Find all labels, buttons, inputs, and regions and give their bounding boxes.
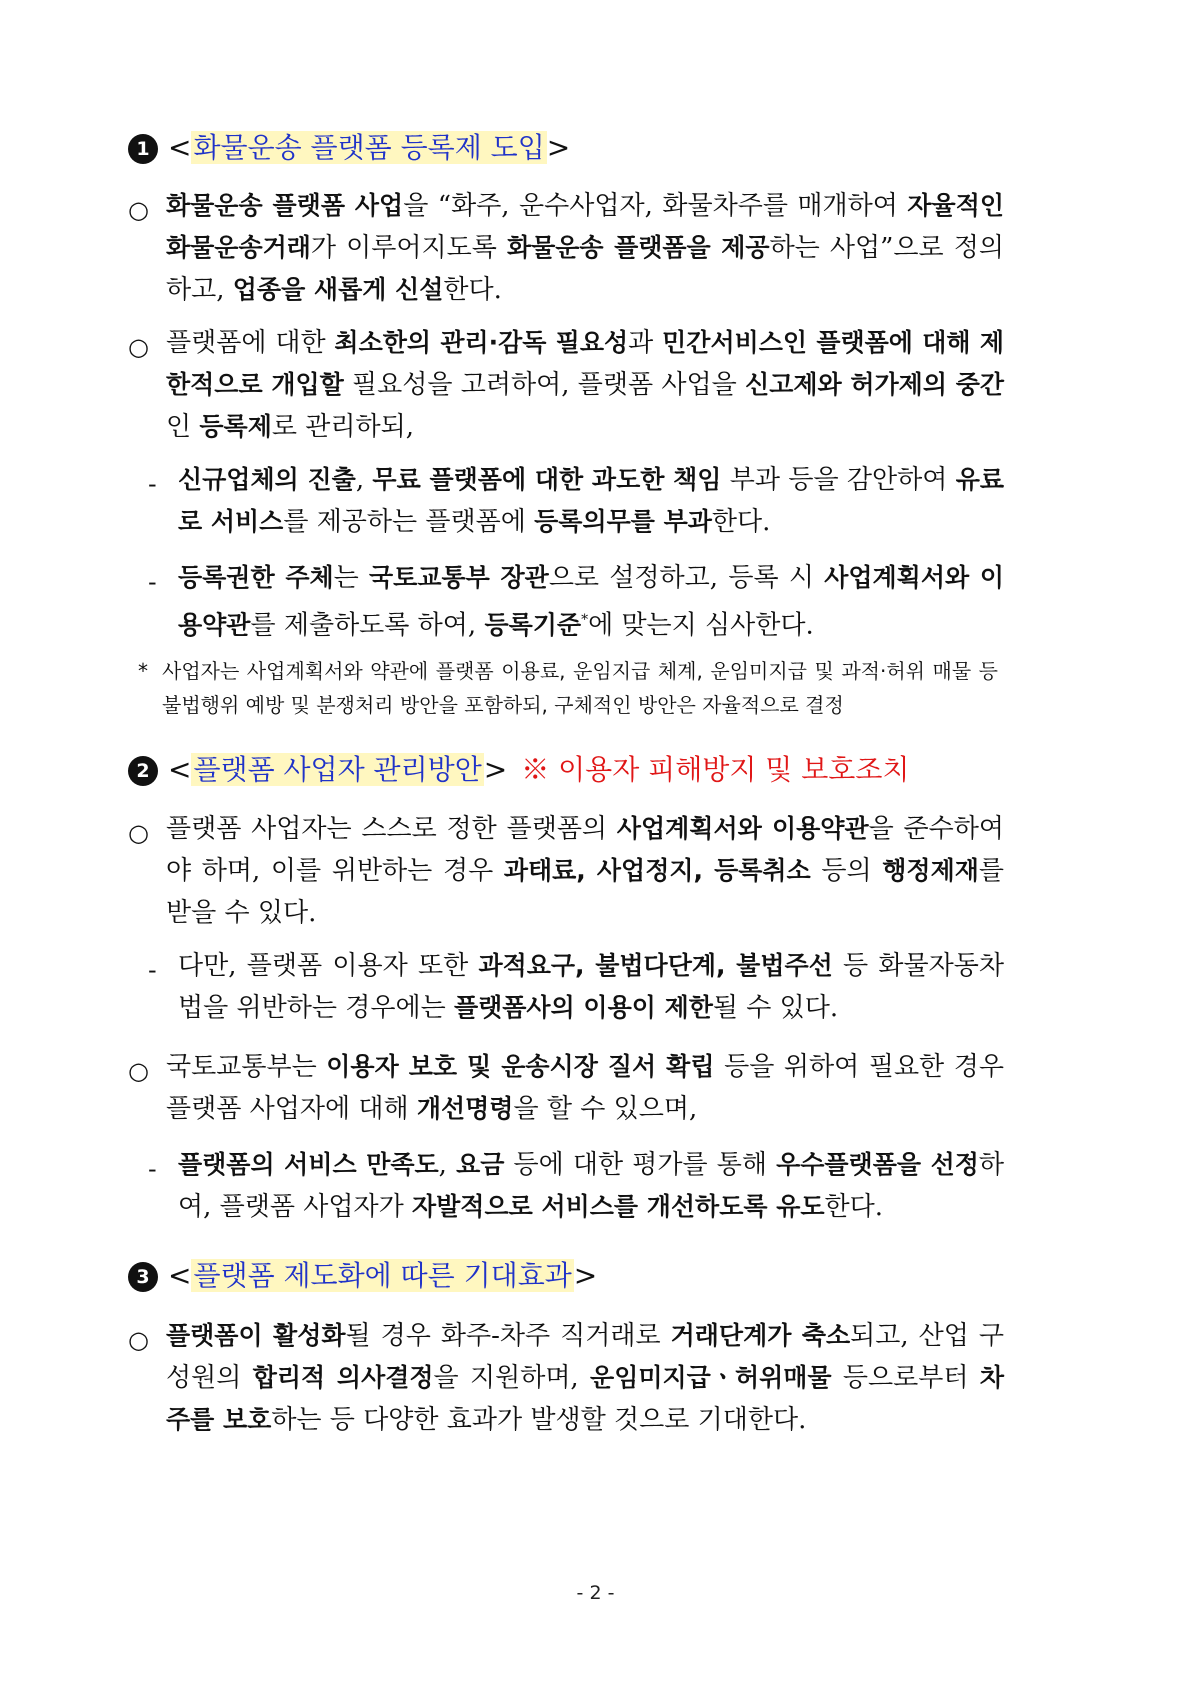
- emphasis-text: 우수플랫폼을 선정: [776, 1150, 979, 1179]
- body-text: 다만, 플랫폼 이용자 또한: [178, 951, 479, 981]
- emphasis-text: 이용자 보호 및 운송시장 질서 확립: [326, 1052, 715, 1081]
- paragraph: [178, 557, 1004, 647]
- bracket-close: >: [573, 1259, 598, 1292]
- emphasis-text: 합리적 의사결정: [252, 1363, 434, 1392]
- circle-bullet-icon: ○: [128, 1326, 149, 1354]
- body-text: 필요성을 고려하여, 플랫폼 사업을: [343, 370, 746, 400]
- body-text: 한다.: [711, 507, 771, 537]
- body-text: 하는 사업”으로 정의하고,: [166, 233, 1005, 305]
- body-text: 을 준수하여야 하며, 이를 위반하는 경우: [166, 814, 1004, 886]
- emphasis-text: 업종을 새롭게 신설: [232, 275, 444, 304]
- circle-bullet-icon: ○: [128, 333, 149, 361]
- body-text: *: [581, 612, 589, 628]
- emphasis-text: 요금: [456, 1150, 505, 1179]
- body-text: 에 맞는지 심사한다.: [588, 610, 814, 641]
- body-text: 등을 위하여 필요한 경우 플랫폼 사업자에 대해: [166, 1052, 1004, 1124]
- body-text: 될 경우 화주-차주 직거래로: [345, 1321, 671, 1351]
- body-text: 를 제출하도록 하여,: [250, 610, 485, 641]
- emphasis-text: 플랫폼의 서비스 만족도: [178, 1150, 439, 1179]
- body-text: 는: [333, 563, 370, 593]
- footnote-text: 사업자는 사업계획서와 약관에 플랫폼 이용료, 운임지급 체계, 운임미지급 및 과적·허위 매물 등 불법행위 예방 및 분쟁처리 방안을 포함하되, 구체적인 방안은 자율적으로 결정: [162, 659, 998, 717]
- section-3-heading: [128, 1256, 597, 1296]
- emphasis-text: 플랫폼이 활성화: [166, 1321, 346, 1350]
- emphasis-text: 민간서비스인 플랫폼에 대해 제한적으로 개입할: [166, 328, 1004, 399]
- footnote-asterisk: *: [138, 659, 148, 683]
- body-text: 을 지원하며,: [433, 1363, 591, 1393]
- paragraph: [166, 322, 1004, 448]
- number-marker-icon: 1: [128, 134, 158, 164]
- body-text: 등 화물자동차법을 위반하는 경우에는: [178, 951, 1005, 1023]
- emphasis-text: 사업계획서와 이용약관: [616, 814, 869, 843]
- section-1-heading: [128, 128, 570, 168]
- number-marker-icon: 3: [128, 1262, 158, 1292]
- body-text: 국토교통부는: [166, 1052, 327, 1082]
- emphasis-text: 자율적인 화물운송거래: [166, 191, 1004, 262]
- paragraph: [166, 808, 1004, 934]
- body-text: 등의: [810, 856, 883, 886]
- emphasis-text: 등록권한 주체: [178, 563, 334, 592]
- body-text: 과: [628, 328, 663, 358]
- emphasis-text: 화물운송 플랫폼을 제공: [506, 233, 770, 262]
- emphasis-text: 자발적으로 서비스를 개선하도록 유도: [412, 1192, 825, 1221]
- body-text: 를 받을 수 있다.: [166, 856, 1004, 928]
- body-text: 부과 등을 감안하여: [721, 465, 956, 495]
- body-text: 하여, 플랫폼 사업자가: [178, 1150, 1004, 1222]
- body-text: 을 “화주, 운수사업자, 화물차주를 매개하여: [403, 191, 908, 221]
- dash-bullet-icon: -: [148, 1155, 157, 1183]
- body-text: 를 제공하는 플랫폼에: [283, 507, 535, 537]
- body-text: 을 할 수 있으며,: [513, 1094, 698, 1124]
- emphasis-text: 운임미지급ㆍ허위매물: [590, 1363, 832, 1392]
- emphasis-text: 최소한의 관리·감독 필요성: [334, 328, 629, 357]
- dash-bullet-icon: -: [148, 956, 157, 984]
- circle-bullet-icon: ○: [128, 196, 149, 224]
- bracket-open: <: [168, 1259, 192, 1292]
- circle-bullet-icon: ○: [128, 1057, 149, 1085]
- paragraph: [166, 1315, 1004, 1441]
- dash-bullet-icon: -: [148, 568, 157, 596]
- emphasis-text: 플랫폼사의 이용이 제한: [453, 993, 713, 1022]
- body-text: 플랫폼 사업자는 스스로 정한 플랫폼의: [166, 814, 617, 844]
- paragraph: [178, 945, 1004, 1029]
- body-text: 하는 등 다양한 효과가 발생할 것으로 기대한다.: [271, 1405, 807, 1435]
- body-text: 등으로부터: [831, 1363, 980, 1393]
- paragraph: [166, 1046, 1004, 1130]
- section-2-title: 플랫폼 사업자 관리방안: [193, 753, 482, 786]
- body-text: ,: [438, 1150, 457, 1180]
- section-2-note: ※ 이용자 피해방지 및 보호조치: [521, 753, 910, 786]
- emphasis-text: 유료로 서비스: [178, 465, 1004, 536]
- bracket-open: <: [168, 753, 192, 786]
- emphasis-text: 국토교통부 장관: [369, 563, 549, 592]
- emphasis-text: 차주를 보호: [166, 1363, 1004, 1434]
- emphasis-text: 등록제: [199, 412, 272, 441]
- number-marker-icon: 2: [128, 756, 158, 786]
- emphasis-text: 신고제와 허가제의 중간: [745, 370, 1004, 399]
- emphasis-text: 사업계획서와 이용약관: [178, 563, 1005, 640]
- section-3-title: 플랫폼 제도화에 따른 기대효과: [193, 1259, 572, 1292]
- page-number: - 2 -: [576, 1582, 615, 1604]
- paragraph: [166, 185, 1004, 311]
- body-text: 될 수 있다.: [712, 993, 839, 1023]
- emphasis-text: 과적요구, 불법다단계, 불법주선: [478, 951, 833, 980]
- body-text: 등에 대한 평가를 통해: [504, 1150, 777, 1180]
- body-text: 가 이루어지도록: [310, 233, 507, 263]
- circle-bullet-icon: ○: [128, 819, 149, 847]
- emphasis-text: 등록의무를 부과: [534, 507, 712, 536]
- body-text: 되고, 산업 구성원의: [166, 1321, 1005, 1393]
- emphasis-text: 등록기준: [484, 610, 582, 640]
- bracket-close: >: [483, 753, 508, 786]
- section-2-heading: [128, 750, 909, 790]
- emphasis-text: 무료 플랫폼에 대한 과도한 책임: [372, 465, 722, 494]
- body-text: 으로 설정하고, 등록 시: [548, 563, 825, 593]
- body-text: 한다.: [824, 1192, 884, 1222]
- paragraph: [178, 459, 1004, 543]
- body-text: ,: [355, 465, 373, 495]
- emphasis-text: 과태료, 사업정지, 등록취소: [503, 856, 811, 885]
- emphasis-text: 화물운송 플랫폼 사업: [166, 191, 404, 220]
- dash-bullet-icon: -: [148, 470, 157, 498]
- section-1-title: 화물운송 플랫폼 등록제 도입: [193, 131, 545, 164]
- emphasis-text: 신규업체의 진출: [178, 465, 356, 494]
- body-text: 한다.: [443, 275, 502, 305]
- body-text: 플랫폼에 대한: [166, 328, 335, 358]
- emphasis-text: 행정제재: [882, 856, 979, 885]
- bracket-close: >: [546, 131, 571, 164]
- body-text: 로 관리하되,: [271, 412, 414, 442]
- paragraph: [178, 1144, 1004, 1228]
- bracket-open: <: [168, 131, 192, 164]
- body-text: 인: [166, 412, 200, 442]
- emphasis-text: 개선명령: [416, 1094, 514, 1123]
- emphasis-text: 거래단계가 축소: [670, 1321, 851, 1350]
